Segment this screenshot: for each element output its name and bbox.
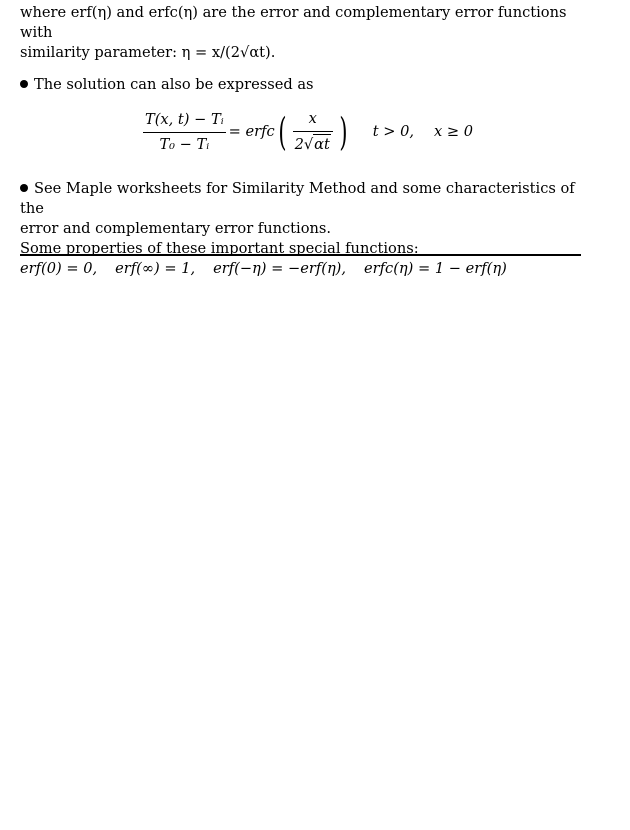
equation-conditions [373,122,493,142]
property-erf-zero: erf(0) = 0, [20,260,98,277]
rhs-denominator: 2√αt [294,136,330,153]
rhs-numerator: x [308,110,317,127]
properties-list [20,259,581,279]
properties-heading: Some properties of these important special functions: [20,240,419,257]
solution-equation [20,101,581,163]
maple-line-1: See Maple worksheets for Similarity Method and some characteristics of the [20,180,575,217]
solution-bullet-paragraph [20,75,581,95]
intro-line-1: where erf(η) and erfc(η) are the error and complementary error functions with [20,4,567,41]
horizontal-rule [20,254,581,256]
property-erf-odd: erf(−η) = −erf(η), [213,260,347,277]
rhs-fraction [293,109,333,155]
lhs-numerator: T(x, t) − Tᵢ [145,110,224,128]
property-erf-infinity: erf(∞) = 1, [115,260,196,277]
equals-erfc: = erfc [228,123,275,140]
lhs-fraction [143,110,226,155]
document-page [20,3,581,279]
maple-line-2: error and complementary error functions. [20,220,332,237]
lhs-denominator: T₀ − Tᵢ [159,135,210,153]
bullet-icon [20,184,28,192]
maple-bullet-paragraph [20,179,581,219]
rhs-den-radicand: αt [314,136,330,153]
right-paren: ) [339,110,348,154]
intro-line-2: similarity parameter: η = x/(2√αt). [20,44,276,61]
rhs-den-coefficient: 2 [294,136,304,153]
left-paren: ( [278,110,287,154]
condition-x: x ≥ 0 [434,123,474,140]
solution-intro-text: The solution can also be expressed as [34,76,314,93]
condition-t: t > 0, [372,123,415,140]
bullet-icon [20,80,28,88]
property-erfc-def: erfc(η) = 1 − erf(η) [364,260,507,277]
